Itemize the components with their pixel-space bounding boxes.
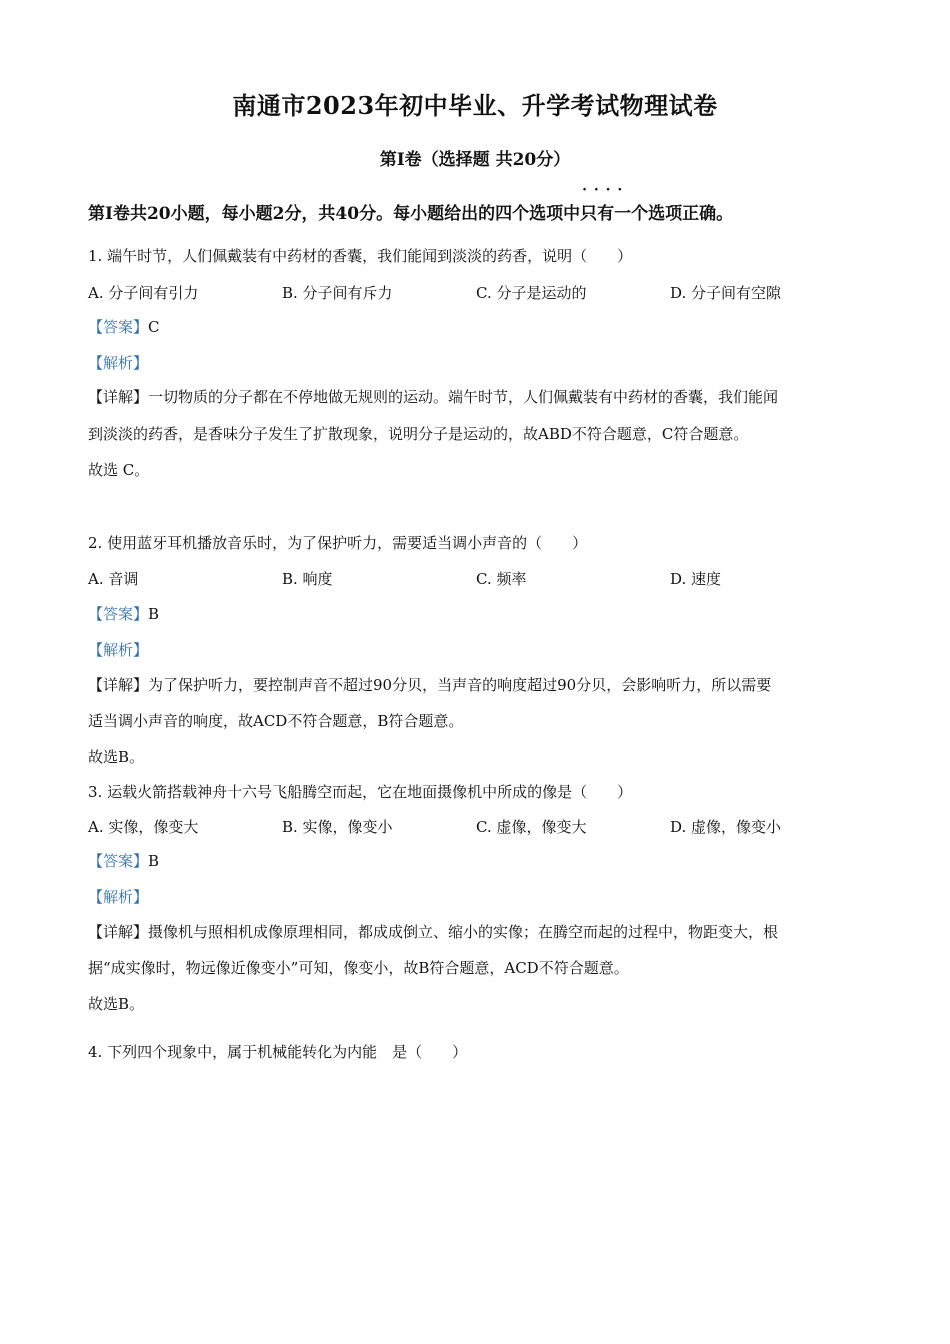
answer-tag: 【答案】 (88, 318, 149, 336)
question-1-option-b: B. 分子间有斥力 (282, 284, 393, 302)
analysis-tag: 【解析】 (88, 641, 149, 659)
question-3-option-a: A. 实像，像变大 (88, 818, 199, 836)
question-2-option-d: D. 速度 (670, 570, 722, 588)
analysis-tag: 【解析】 (88, 354, 149, 372)
question-4-stem: 4. 下列四个现象中，属于机械能转化为内能 是（ ） (88, 1043, 468, 1061)
question-3-option-d: D. 虚像，像变小 (670, 818, 782, 836)
question-3-detail (88, 922, 863, 942)
answer-tag: 【答案】 (88, 852, 149, 870)
question-3-analysis (88, 887, 148, 907)
question-1-option-d: D. 分子间有空隙 (670, 284, 782, 302)
answer-value: B (148, 605, 160, 623)
question-2-answer (88, 604, 159, 624)
section-instructions (88, 199, 868, 224)
question-1-conclusion: 故选 C。 (88, 461, 150, 479)
instructions-text-end: 选项正确。 (648, 204, 734, 224)
instructions-emphasis: · · · · 只有一个 (580, 199, 648, 224)
section-subtitle: 第Ⅰ卷（选择题 共20分） (379, 150, 571, 170)
question-1-option-c: C. 分子是运动的 (476, 284, 587, 302)
detail-tag: 【详解】 (88, 676, 149, 694)
question-1-analysis (88, 353, 148, 373)
detail-tag: 【详解】 (88, 923, 149, 941)
question-2-analysis (88, 640, 148, 660)
answer-value: B (148, 852, 160, 870)
question-2-option-a: A. 音调 (88, 570, 139, 588)
detail-text: 为了保护听力，要控制声音不超过90分贝，当声音的响度超过90分贝，会影响听力，所以需要 (148, 676, 772, 694)
question-3-answer (88, 851, 159, 871)
question-1-option-a: A. 分子间有引力 (88, 284, 199, 302)
question-3-conclusion: 故选B。 (88, 995, 145, 1013)
detail-tag: 【详解】 (88, 388, 149, 406)
question-1-stem: 1. 端午时节，人们佩戴装有中药材的香囊，我们能闻到淡淡的药香，说明（ ） (88, 247, 633, 265)
instructions-text: 第Ⅰ卷共20小题，每小题2分，共40分。每小题给出的四个选项中 (88, 204, 581, 224)
question-2-detail (88, 675, 863, 695)
detail-text: 一切物质的分子都在不停地做无规则的运动。端午时节，人们佩戴装有中药材的香囊，我们能闻 (148, 388, 779, 406)
question-3-detail-cont: 据“成实像时，物远像近像变小”可知，像变小，故B符合题意，ACD不符合题意。 (88, 959, 629, 977)
question-3-option-c: C. 虚像，像变大 (476, 818, 587, 836)
question-1-detail (88, 387, 863, 407)
question-1-answer (88, 317, 160, 337)
detail-text: 摄像机与照相机成像原理相同，都成成倒立、缩小的实像；在腾空而起的过程中，物距变大，根 (148, 923, 779, 941)
question-2-detail-cont: 适当调小声音的响度，故ACD不符合题意，B符合题意。 (88, 712, 464, 730)
question-2-conclusion: 故选B。 (88, 748, 145, 766)
question-2-option-c: C. 频率 (476, 570, 527, 588)
question-2-stem: 2. 使用蓝牙耳机播放音乐时，为了保护听力，需要适当调小声音的（ ） (88, 534, 588, 552)
answer-tag: 【答案】 (88, 605, 149, 623)
analysis-tag: 【解析】 (88, 888, 149, 906)
page-title: 南通市2023年初中毕业、升学考试物理试卷 (232, 91, 718, 120)
question-2-option-b: B. 响度 (282, 570, 333, 588)
question-3-option-b: B. 实像，像变小 (282, 818, 393, 836)
answer-value: C (148, 318, 160, 336)
question-1-detail-cont: 到淡淡的药香，是香味分子发生了扩散现象，说明分子是运动的，故ABD不符合题意，C符合题意。 (88, 425, 749, 443)
question-3-stem: 3. 运载火箭搭载神舟十六号飞船腾空而起，它在地面摄像机中所成的像是（ ） (88, 783, 633, 801)
